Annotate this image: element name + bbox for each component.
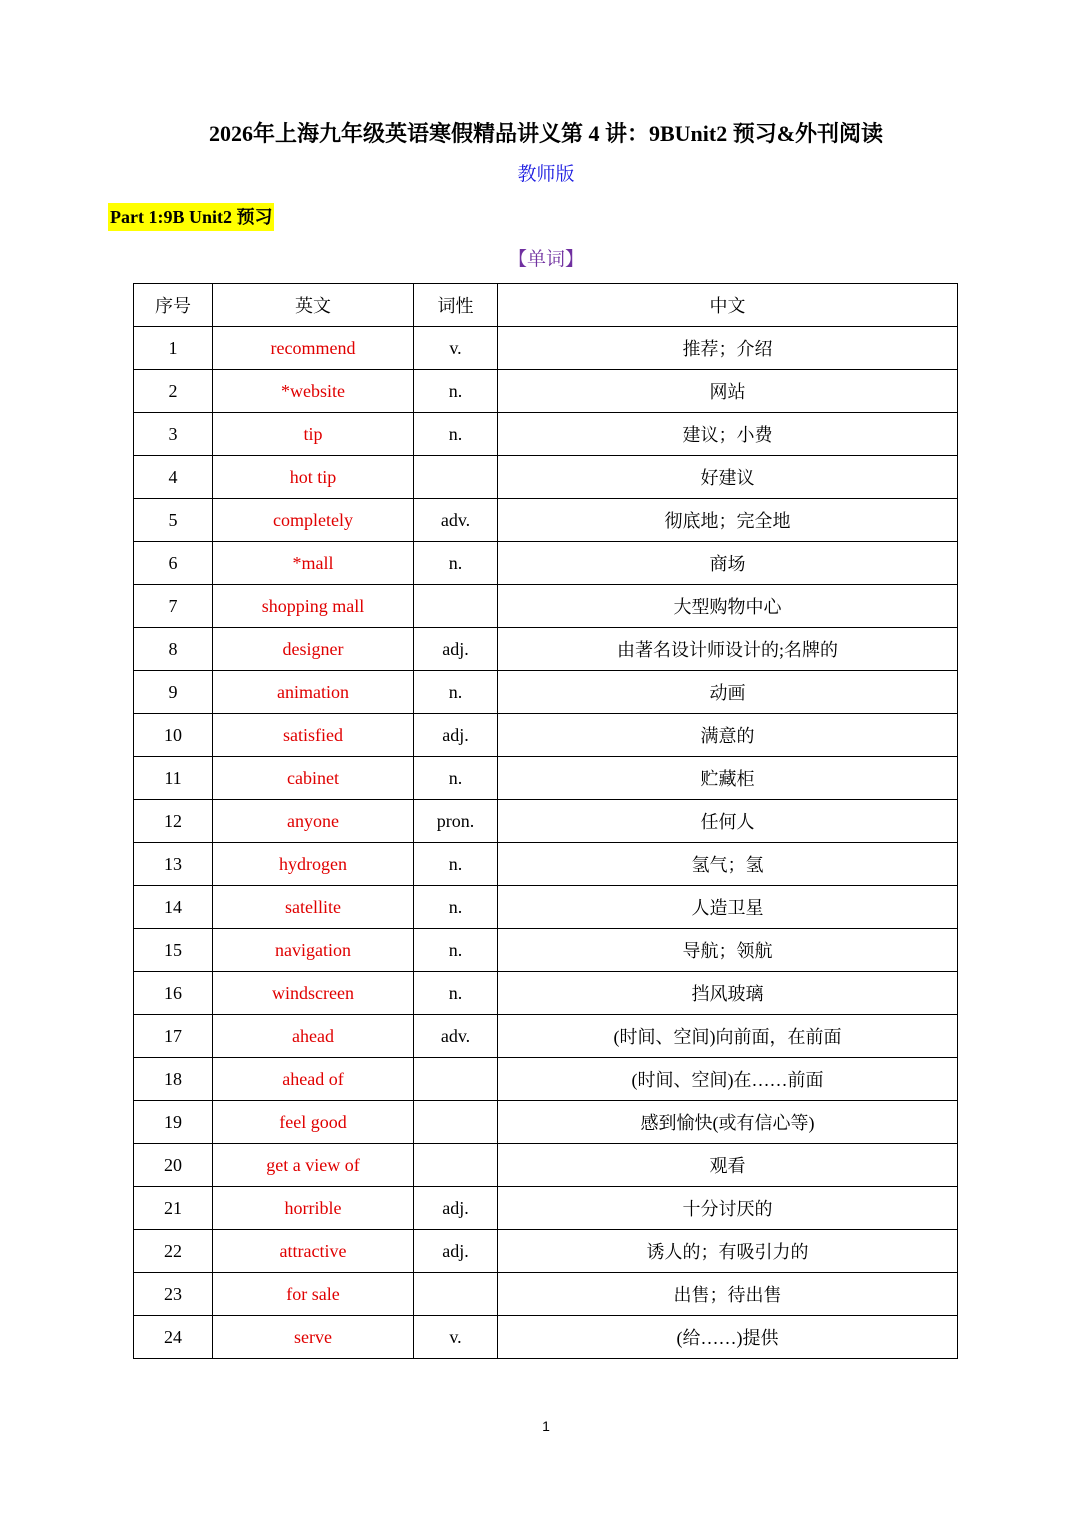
cell-english: satellite <box>213 886 414 929</box>
cell-part-of-speech <box>414 1101 498 1144</box>
cell-part-of-speech <box>414 1058 498 1101</box>
cell-part-of-speech: n. <box>414 671 498 714</box>
cell-chinese: 商场 <box>498 542 958 585</box>
cell-english: cabinet <box>213 757 414 800</box>
cell-chinese: (时间、空间)向前面，在前面 <box>498 1015 958 1058</box>
cell-english: *website <box>213 370 414 413</box>
cell-number: 21 <box>134 1187 213 1230</box>
cell-number: 12 <box>134 800 213 843</box>
cell-number: 15 <box>134 929 213 972</box>
table-row <box>134 1144 958 1187</box>
cell-chinese: (时间、空间)在……前面 <box>498 1058 958 1101</box>
cell-english: anyone <box>213 800 414 843</box>
cell-number: 5 <box>134 499 213 542</box>
table-row <box>134 499 958 542</box>
section-label: 【单词】 <box>507 249 584 270</box>
table-row <box>134 1058 958 1101</box>
cell-english: recommend <box>213 327 414 370</box>
cell-number: 7 <box>134 585 213 628</box>
cell-number: 23 <box>134 1273 213 1316</box>
cell-english: ahead of <box>213 1058 414 1101</box>
cell-number: 18 <box>134 1058 213 1101</box>
cell-part-of-speech: n. <box>414 886 498 929</box>
vocabulary-table-body <box>134 327 958 1359</box>
document-subtitle: 教师版 <box>517 164 575 185</box>
cell-english: windscreen <box>213 972 414 1015</box>
cell-english: hot tip <box>213 456 414 499</box>
table-header-row <box>134 284 958 327</box>
table-row <box>134 671 958 714</box>
cell-number: 1 <box>134 327 213 370</box>
cell-part-of-speech: adv. <box>414 499 498 542</box>
cell-part-of-speech: n. <box>414 843 498 886</box>
table-row <box>134 1273 958 1316</box>
cell-chinese: 挡风玻璃 <box>498 972 958 1015</box>
table-row <box>134 585 958 628</box>
table-row <box>134 843 958 886</box>
table-row <box>134 972 958 1015</box>
cell-english: ahead <box>213 1015 414 1058</box>
table-row <box>134 542 958 585</box>
cell-english: *mall <box>213 542 414 585</box>
header-chinese: 中文 <box>498 284 958 327</box>
cell-number: 16 <box>134 972 213 1015</box>
cell-part-of-speech: n. <box>414 370 498 413</box>
cell-part-of-speech: adv. <box>414 1015 498 1058</box>
cell-number: 19 <box>134 1101 213 1144</box>
cell-part-of-speech: adj. <box>414 1230 498 1273</box>
cell-part-of-speech: adj. <box>414 1187 498 1230</box>
cell-number: 6 <box>134 542 213 585</box>
table-row <box>134 800 958 843</box>
cell-part-of-speech: adj. <box>414 628 498 671</box>
cell-english: serve <box>213 1316 414 1359</box>
table-row <box>134 1230 958 1273</box>
cell-english: shopping mall <box>213 585 414 628</box>
cell-chinese: 彻底地；完全地 <box>498 499 958 542</box>
cell-number: 13 <box>134 843 213 886</box>
table-row <box>134 628 958 671</box>
cell-english: navigation <box>213 929 414 972</box>
cell-number: 20 <box>134 1144 213 1187</box>
cell-number: 24 <box>134 1316 213 1359</box>
cell-english: animation <box>213 671 414 714</box>
cell-part-of-speech: n. <box>414 542 498 585</box>
cell-english: designer <box>213 628 414 671</box>
cell-chinese: 感到愉快(或有信心等) <box>498 1101 958 1144</box>
header-number: 序号 <box>134 284 213 327</box>
cell-chinese: 动画 <box>498 671 958 714</box>
cell-part-of-speech: pron. <box>414 800 498 843</box>
cell-number: 9 <box>134 671 213 714</box>
cell-part-of-speech <box>414 1273 498 1316</box>
cell-number: 4 <box>134 456 213 499</box>
cell-number: 2 <box>134 370 213 413</box>
cell-chinese: 贮藏柜 <box>498 757 958 800</box>
cell-part-of-speech: v. <box>414 1316 498 1359</box>
cell-chinese: 满意的 <box>498 714 958 757</box>
table-row <box>134 886 958 929</box>
cell-english: feel good <box>213 1101 414 1144</box>
cell-english: attractive <box>213 1230 414 1273</box>
cell-part-of-speech: n. <box>414 972 498 1015</box>
cell-part-of-speech <box>414 1144 498 1187</box>
cell-english: completely <box>213 499 414 542</box>
table-row <box>134 929 958 972</box>
cell-part-of-speech: adj. <box>414 714 498 757</box>
cell-english: get a view of <box>213 1144 414 1187</box>
cell-number: 14 <box>134 886 213 929</box>
cell-chinese: 导航；领航 <box>498 929 958 972</box>
table-row <box>134 456 958 499</box>
table-row <box>134 413 958 456</box>
table-row <box>134 370 958 413</box>
cell-part-of-speech <box>414 585 498 628</box>
cell-chinese: 十分讨厌的 <box>498 1187 958 1230</box>
cell-english: horrible <box>213 1187 414 1230</box>
cell-part-of-speech: n. <box>414 757 498 800</box>
cell-part-of-speech <box>414 456 498 499</box>
cell-english: tip <box>213 413 414 456</box>
cell-part-of-speech: n. <box>414 929 498 972</box>
cell-chinese: 诱人的；有吸引力的 <box>498 1230 958 1273</box>
table-row <box>134 1015 958 1058</box>
header-part-of-speech: 词性 <box>414 284 498 327</box>
cell-number: 8 <box>134 628 213 671</box>
cell-chinese: 出售；待出售 <box>498 1273 958 1316</box>
cell-chinese: 推荐；介绍 <box>498 327 958 370</box>
cell-chinese: 好建议 <box>498 456 958 499</box>
table-row <box>134 1316 958 1359</box>
cell-chinese: 网站 <box>498 370 958 413</box>
document-title: 2026年上海九年级英语寒假精品讲义第 4 讲：9BUnit2 预习&外刊阅读 <box>208 121 884 146</box>
cell-english: for sale <box>213 1273 414 1316</box>
cell-chinese: 人造卫星 <box>498 886 958 929</box>
cell-part-of-speech: v. <box>414 327 498 370</box>
header-english: 英文 <box>213 284 414 327</box>
cell-chinese: 大型购物中心 <box>498 585 958 628</box>
cell-number: 17 <box>134 1015 213 1058</box>
table-row <box>134 327 958 370</box>
cell-chinese: 建议；小费 <box>498 413 958 456</box>
cell-english: hydrogen <box>213 843 414 886</box>
cell-english: satisfied <box>213 714 414 757</box>
cell-number: 10 <box>134 714 213 757</box>
table-row <box>134 714 958 757</box>
table-row <box>134 1187 958 1230</box>
cell-number: 22 <box>134 1230 213 1273</box>
part-heading: Part 1:9B Unit2 预习 <box>108 203 274 231</box>
cell-chinese: 观看 <box>498 1144 958 1187</box>
vocabulary-table <box>133 283 958 1359</box>
page-number: 1 <box>542 1418 550 1434</box>
cell-chinese: 氢气；氢 <box>498 843 958 886</box>
cell-number: 11 <box>134 757 213 800</box>
cell-part-of-speech: n. <box>414 413 498 456</box>
cell-chinese: 由著名设计师设计的;名牌的 <box>498 628 958 671</box>
cell-number: 3 <box>134 413 213 456</box>
table-row <box>134 757 958 800</box>
table-row <box>134 1101 958 1144</box>
cell-chinese: (给……)提供 <box>498 1316 958 1359</box>
cell-chinese: 任何人 <box>498 800 958 843</box>
